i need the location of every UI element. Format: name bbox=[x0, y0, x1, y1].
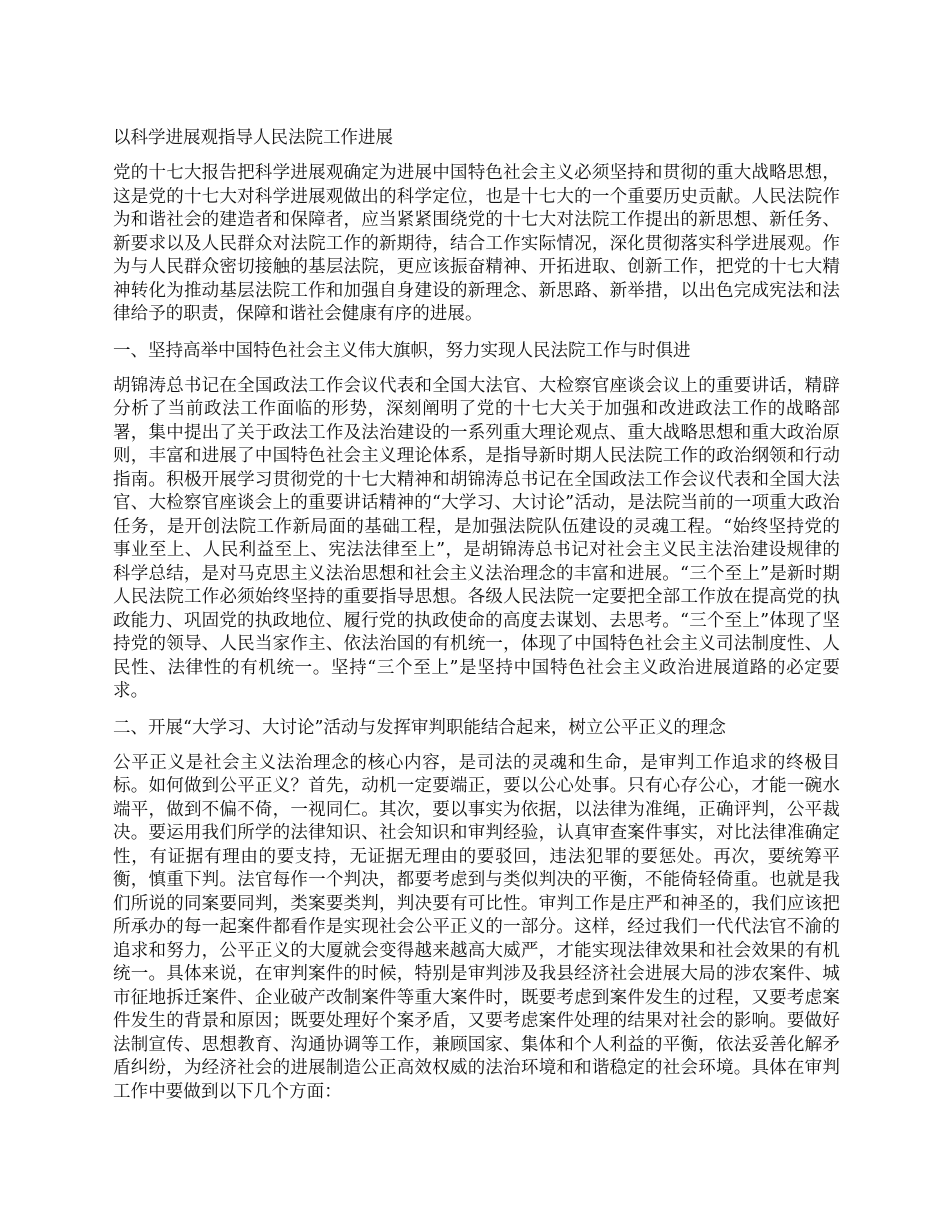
section-heading-1: 一、坚持高举中国特色社会主义伟大旗帜，努力实现人民法院工作与时俱进 bbox=[113, 340, 691, 361]
section-2-paragraph: 公平正义是社会主义法治理念的核心内容，是司法的灵魂和生命，是审判工作追求的终极目标。如何做到公平正义？首先，动机一定要端正，要以公心处事。只有心存公心，才能一碗水端平，做到不偏不倚，一视同仁。其次，要以事实为依据，以法律为准绳，正确评判，公平裁决。要运用我们所学的法律知识、社会知识和审判经验，认真审查案件事实，对比法律准确定性，有证据有理由的要支持，无证据无理由的要驳回，违法犯罪的要惩处。再次，要统筹平衡，慎重下判。法官每作一个判决，都要考虑到与类似判决的平衡，不能倚轻倚重。也就是我们所说的同案要同判，类案要类判，判决要有可比性。审判工作是庄严和神圣的，我们应该把所承办的每一起案件都看作是实现社会公平正义的一部分。这样，经过我们一代代法官不渝的追求和努力，公平正义的大厦就会变得越来越高大威严，才能实现法律效果和社会效果的有机统一。具体来说，在审判案件的时候，特别是审判涉及我县经济社会进展大局的涉农案件、城市征地拆迁案件、企业破产改制案件等重大案件时，既要考虑到案件发生的过程，又要考虑案件发生的背景和原因；既要处理好个案矛盾，又要考虑案件处理的结果对社会的影响。要做好法制宣传、思想教育、沟通协调等工作，兼顾国家、集体和个人利益的平衡，依法妥善化解矛盾纠纷，为经济社会的进展制造公正高效权威的法治环境和和谐稳定的社会环境。具体在审判工作中要做到以下几个方面： bbox=[113, 752, 840, 1102]
document-page bbox=[113, 126, 840, 1116]
section-heading-2: 二、开展“大学习、大讨论”活动与发挥审判职能结合起来，树立公平正义的理念 bbox=[113, 717, 726, 738]
document-title: 以科学进展观指导人民法院工作进展 bbox=[113, 128, 393, 148]
section-1-paragraph: 胡锦涛总书记在全国政法工作会议代表和全国大法官、大检察官座谈会议上的重要讲话，精辟分析了当前政法工作面临的形势，深刻阐明了党的十七大关于加强和改进政法工作的战略部署，集中提出了关于政法工作及法治建设的一系列重大理论观点、重大战略思想和重大政治原则，丰富和进展了中国特色社会主义理论体系，是指导新时期人民法院工作的政治纲领和行动指南。积极开展学习贯彻党的十七大精神和胡锦涛总书记在全国政法工作会议代表和全国大法官、大检察官座谈会上的重要讲话精神的“大学习、大讨论”活动，是法院当前的一项重大政治任务，是开创法院工作新局面的基础工程，是加强法院队伍建设的灵魂工程。“始终坚持党的事业至上、人民利益至上、宪法法律至上”，是胡锦涛总书记对社会主义民主法治建设规律的科学总结，是对马克思主义法治思想和社会主义法治理念的丰富和进展。“三个至上”是新时期人民法院工作必须始终坚持的重要指导思想。各级人民法院一定要把全部工作放在提高党的执政能力、巩固党的执政地位、履行党的执政使命的高度去谋划、去思考。“三个至上”体现了坚持党的领导、人民当家作主、依法治国的有机统一，体现了中国特色社会主义司法制度性、人民性、法律性的有机统一。坚持“三个至上”是坚持中国特色社会主义政治进展道路的必定要求。 bbox=[113, 375, 840, 701]
intro-paragraph: 党的十七大报告把科学进展观确定为进展中国特色社会主义必须坚持和贯彻的重大战略思想，这是党的十七大对科学进展观做出的科学定位，也是十七大的一个重要历史贡献。人民法院作为和谐社会的建造者和保障者，应当紧紧围绕党的十七大对法院工作提出的新思想、新任务、新要求以及人民群众对法院工作的新期待，结合工作实际情况，深化贯彻落实科学进展观。作为与人民群众密切接触的基层法院，更应该振奋精神、开拓进取、创新工作，把党的十七大精神转化为推动基层法院工作和加强自身建设的新理念、新思路、新举措，以出色完成宪法和法律给予的职责，保障和谐社会健康有序的进展。 bbox=[113, 163, 840, 324]
